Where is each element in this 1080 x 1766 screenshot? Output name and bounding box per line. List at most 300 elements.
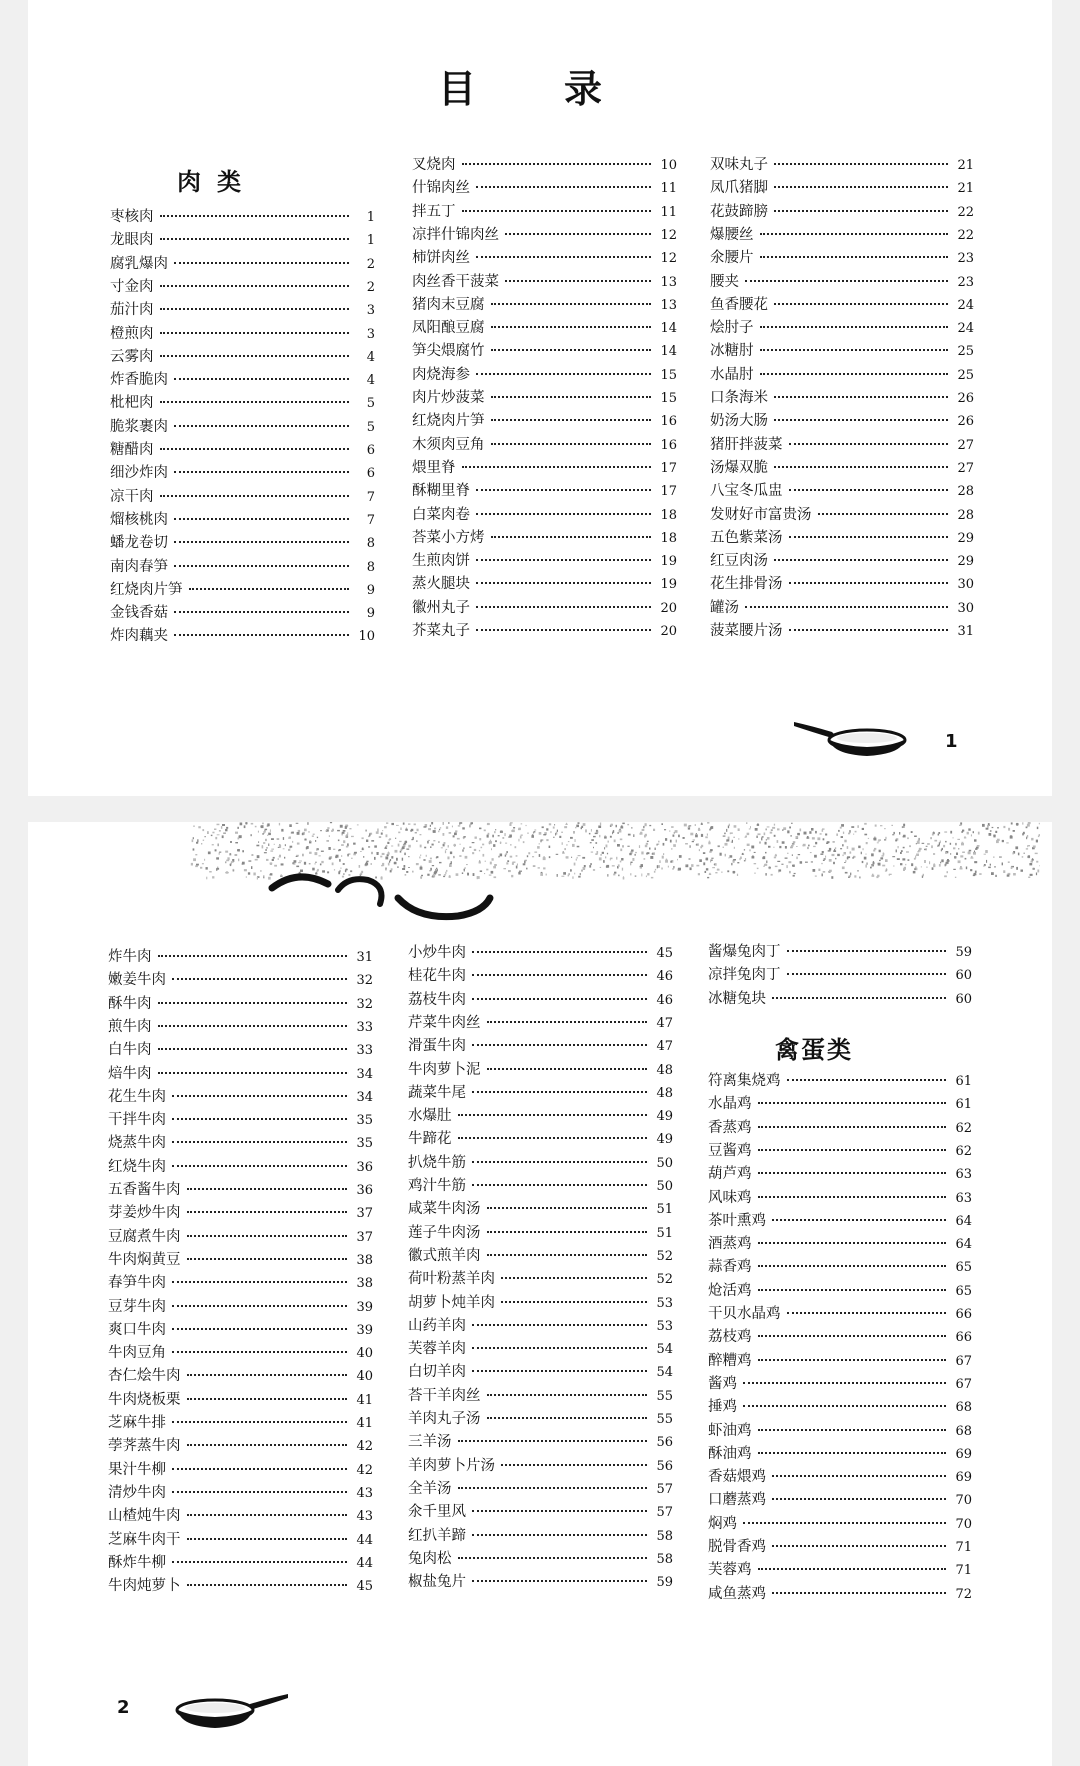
noise-speck	[481, 847, 483, 849]
noise-speck	[749, 828, 751, 829]
noise-speck	[968, 851, 970, 853]
noise-speck	[938, 832, 940, 834]
noise-speck	[733, 871, 735, 874]
noise-speck	[829, 848, 831, 851]
dot-leader	[758, 1429, 947, 1431]
noise-speck	[411, 839, 413, 840]
noise-speck	[787, 853, 788, 854]
toc-entry-page: 1	[366, 210, 375, 225]
toc-entry-page: 39	[356, 1299, 373, 1315]
noise-speck	[493, 844, 495, 847]
noise-speck	[593, 869, 595, 871]
noise-speck	[955, 877, 956, 878]
noise-speck	[861, 852, 862, 855]
noise-speck	[398, 844, 400, 847]
toc-entry-page: 39	[356, 1322, 373, 1338]
noise-speck	[738, 838, 739, 839]
noise-speck	[701, 834, 703, 837]
noise-speck	[1013, 873, 1016, 876]
toc-entry-page: 14	[660, 321, 677, 337]
noise-speck	[822, 851, 824, 853]
toc-entry-title: 豆腐煮牛肉	[108, 1228, 181, 1245]
noise-speck	[725, 843, 728, 846]
dot-leader	[160, 308, 350, 310]
noise-speck	[724, 833, 726, 835]
dot-leader	[743, 1382, 946, 1384]
noise-speck	[340, 825, 343, 828]
noise-speck	[988, 867, 991, 869]
noise-speck	[908, 837, 909, 839]
noise-speck	[906, 851, 909, 852]
noise-speck	[1036, 861, 1038, 863]
noise-speck	[879, 850, 881, 853]
toc-entry-title: 徽式煎羊肉	[408, 1247, 481, 1264]
toc-entry	[412, 226, 677, 245]
noise-speck	[603, 860, 605, 863]
toc-entry	[408, 1061, 673, 1080]
toc-entry-title: 酥油鸡	[708, 1445, 752, 1462]
toc-entry	[710, 622, 974, 641]
noise-speck	[368, 846, 370, 847]
noise-speck	[841, 824, 844, 827]
noise-speck	[347, 832, 348, 835]
noise-speck	[211, 835, 213, 836]
noise-speck	[479, 838, 481, 840]
noise-speck	[381, 833, 383, 835]
toc-entry-title: 花生排骨汤	[710, 576, 783, 593]
noise-speck	[309, 852, 312, 854]
noise-speck	[543, 856, 545, 858]
noise-speck	[793, 875, 795, 877]
toc-entry	[412, 506, 677, 525]
toc-entry-page: 55	[656, 1412, 673, 1427]
dot-leader	[472, 1347, 647, 1349]
noise-speck	[959, 825, 962, 826]
noise-speck	[677, 859, 678, 860]
noise-speck	[771, 830, 773, 831]
noise-speck	[739, 858, 740, 860]
dot-leader	[491, 396, 652, 398]
noise-speck	[813, 846, 816, 847]
toc-entry-page: 6	[366, 443, 375, 458]
dot-leader	[172, 1421, 347, 1423]
noise-speck	[663, 843, 665, 846]
noise-speck	[1027, 845, 1028, 847]
noise-speck	[723, 847, 724, 848]
noise-speck	[387, 853, 389, 855]
noise-speck	[666, 859, 667, 862]
dot-leader	[472, 1091, 647, 1093]
dot-leader	[758, 1289, 947, 1291]
noise-speck	[326, 830, 327, 831]
noise-speck	[897, 858, 900, 860]
noise-speck	[864, 834, 867, 836]
noise-speck	[508, 870, 511, 872]
noise-speck	[455, 830, 457, 832]
noise-speck	[690, 867, 692, 870]
noise-speck	[382, 853, 385, 855]
noise-speck	[916, 843, 917, 844]
toc-entry-title: 水晶鸡	[708, 1096, 752, 1113]
noise-speck	[379, 837, 381, 838]
dot-leader	[187, 1584, 348, 1586]
noise-speck	[215, 849, 217, 851]
noise-speck	[701, 823, 702, 825]
noise-speck	[304, 829, 307, 832]
noise-speck	[516, 855, 518, 857]
noise-speck	[645, 823, 647, 826]
toc-entry	[108, 1437, 373, 1456]
toc-entry-page: 29	[957, 554, 974, 570]
noise-speck	[600, 823, 601, 826]
noise-speck	[1037, 870, 1039, 873]
toc-entry-title: 脱骨香鸡	[708, 1539, 766, 1555]
toc-entry	[708, 943, 972, 962]
noise-speck	[939, 842, 940, 845]
noise-speck	[665, 838, 667, 841]
noise-speck	[319, 855, 321, 856]
dot-leader	[760, 373, 949, 375]
toc-entry-page: 11	[660, 204, 677, 220]
noise-speck	[947, 860, 950, 862]
toc-entry	[110, 441, 375, 460]
toc-entry	[110, 488, 375, 507]
toc-entry-title: 茄汁肉	[110, 302, 154, 319]
noise-speck	[659, 860, 660, 863]
toc-entry	[412, 179, 677, 198]
noise-speck	[647, 841, 649, 842]
toc-entry	[408, 1363, 673, 1382]
toc-entry	[708, 1305, 972, 1324]
noise-speck	[420, 834, 422, 835]
noise-speck	[924, 860, 926, 863]
toc-entry	[708, 1352, 972, 1371]
noise-speck	[1015, 846, 1018, 849]
noise-speck	[1035, 853, 1038, 854]
noise-speck	[257, 855, 260, 858]
noise-speck	[823, 860, 825, 861]
noise-speck	[641, 852, 643, 855]
noise-speck	[221, 826, 222, 829]
toc-entry-title: 牛肉焖黄豆	[108, 1251, 181, 1268]
noise-speck	[712, 867, 715, 868]
noise-speck	[607, 853, 608, 855]
noise-speck	[484, 830, 486, 832]
toc-entry	[108, 1391, 373, 1410]
noise-speck	[263, 843, 265, 844]
toc-entry	[108, 1531, 373, 1550]
toc-entry	[708, 1445, 972, 1464]
toc-entry	[708, 1398, 972, 1417]
noise-speck	[916, 854, 919, 857]
noise-speck	[549, 856, 551, 858]
noise-speck	[500, 830, 502, 831]
toc-entry	[110, 278, 375, 297]
dot-leader	[172, 1141, 347, 1143]
noise-speck	[777, 840, 779, 843]
noise-speck	[568, 841, 570, 842]
noise-speck	[764, 833, 766, 836]
dot-leader	[472, 1184, 647, 1186]
noise-speck	[1011, 867, 1013, 869]
toc-entry	[408, 1387, 673, 1406]
dot-leader	[462, 466, 652, 468]
noise-speck	[782, 841, 785, 844]
noise-speck	[235, 854, 238, 855]
toc-entry-title: 羊肉萝卜片汤	[408, 1457, 495, 1474]
toc-entry-title: 熘核桃肉	[110, 511, 168, 528]
toc-entry	[708, 1235, 972, 1254]
noise-speck	[926, 846, 928, 847]
noise-speck	[519, 871, 522, 872]
toc-entry	[710, 506, 974, 525]
toc-entry-title: 酱鸡	[708, 1375, 737, 1392]
noise-speck	[578, 876, 580, 878]
noise-speck	[554, 824, 555, 825]
dot-leader	[172, 1305, 347, 1307]
toc-entry-title: 清炒牛肉	[108, 1484, 166, 1501]
noise-speck	[995, 831, 997, 833]
toc-entry	[110, 627, 375, 646]
dot-leader	[160, 448, 350, 450]
toc-entry-title: 氽千里风	[408, 1504, 466, 1521]
noise-speck	[695, 824, 696, 826]
noise-speck	[307, 822, 308, 825]
noise-speck	[866, 842, 868, 844]
toc-entry-title: 什锦肉丝	[412, 180, 470, 197]
noise-speck	[462, 827, 465, 829]
noise-speck	[858, 846, 860, 849]
toc-entry	[412, 156, 677, 175]
noise-speck	[932, 867, 934, 870]
noise-speck	[267, 823, 269, 826]
dot-leader	[476, 606, 651, 608]
noise-speck	[605, 856, 606, 858]
toc-entry	[408, 1480, 673, 1499]
noise-speck	[386, 822, 388, 824]
toc-entry-page: 65	[955, 1260, 972, 1276]
toc-entry-page: 10	[358, 629, 375, 645]
noise-speck	[526, 868, 527, 870]
noise-speck	[271, 838, 274, 840]
noise-speck	[1037, 827, 1039, 829]
noise-speck	[766, 829, 767, 831]
toc-entry-page: 13	[660, 297, 677, 313]
noise-speck	[790, 835, 792, 836]
noise-speck	[825, 856, 826, 858]
noise-speck	[1032, 859, 1034, 861]
noise-speck	[620, 849, 622, 852]
noise-speck	[623, 877, 625, 880]
noise-speck	[746, 822, 747, 823]
noise-speck	[491, 848, 492, 850]
noise-speck	[472, 842, 475, 843]
dot-leader	[758, 1149, 947, 1151]
noise-speck	[610, 836, 612, 838]
noise-speck	[728, 826, 729, 829]
toc-entry	[708, 1375, 972, 1394]
toc-entry-page: 21	[957, 158, 974, 173]
noise-speck	[600, 867, 601, 868]
dot-leader	[476, 513, 651, 515]
toc-entry-title: 嫩姜牛肉	[108, 972, 166, 989]
noise-speck	[840, 827, 842, 829]
noise-speck	[265, 829, 268, 831]
noise-speck	[636, 852, 637, 853]
noise-speck	[543, 834, 546, 835]
toc-entry-page: 28	[957, 484, 974, 500]
toc-entry-title: 醉糟鸡	[708, 1352, 752, 1369]
noise-speck	[777, 861, 780, 862]
toc-entry-page: 32	[356, 996, 373, 1012]
noise-speck	[1008, 861, 1010, 863]
noise-speck	[599, 857, 602, 860]
dot-leader	[174, 471, 349, 473]
toc-entry-page: 52	[656, 1248, 673, 1264]
noise-speck	[950, 843, 951, 845]
noise-speck	[195, 865, 198, 867]
noise-speck	[768, 867, 771, 868]
noise-speck	[578, 822, 580, 824]
noise-speck	[618, 875, 619, 877]
dot-leader	[758, 1242, 947, 1244]
noise-speck	[1021, 870, 1024, 872]
toc-entry-title: 冰糖肘	[710, 343, 754, 360]
toc-entry-page: 53	[656, 1318, 673, 1334]
noise-speck	[962, 852, 965, 854]
noise-speck	[347, 854, 349, 856]
noise-speck	[575, 827, 576, 828]
noise-speck	[506, 862, 508, 864]
toc-entry-page: 33	[356, 1043, 373, 1059]
toc-entry-page: 35	[356, 1113, 373, 1129]
noise-speck	[524, 861, 526, 864]
noise-speck	[880, 857, 883, 859]
noise-speck	[902, 826, 905, 827]
noise-speck	[424, 826, 427, 828]
noise-speck	[652, 853, 654, 854]
noise-speck	[353, 843, 356, 845]
noise-speck	[527, 855, 528, 857]
toc-entry-title: 腐乳爆肉	[110, 255, 168, 272]
noise-speck	[655, 869, 656, 871]
toc-entry	[108, 948, 373, 967]
noise-speck	[1024, 853, 1025, 854]
noise-speck	[668, 866, 669, 868]
dot-leader	[789, 443, 949, 445]
noise-speck	[546, 828, 548, 830]
noise-speck	[895, 840, 897, 842]
dot-leader	[174, 518, 349, 520]
toc-entry-title: 花鼓蹄膀	[710, 203, 768, 220]
toc-entry-title: 煨里脊	[412, 459, 456, 476]
noise-speck	[382, 830, 383, 831]
noise-speck	[534, 852, 537, 853]
toc-entry	[710, 296, 974, 315]
dot-leader	[491, 303, 652, 305]
dot-leader	[160, 401, 350, 403]
noise-speck	[992, 827, 994, 828]
noise-speck	[391, 846, 393, 847]
noise-speck	[395, 838, 396, 839]
noise-speck	[498, 835, 500, 836]
toc-entry-title: 干拌牛肉	[108, 1112, 166, 1129]
noise-speck	[781, 864, 783, 865]
dot-leader	[472, 1510, 647, 1512]
noise-speck	[979, 873, 981, 875]
toc-entry	[412, 599, 677, 618]
noise-speck	[542, 826, 544, 828]
noise-speck	[507, 860, 509, 862]
noise-speck	[903, 824, 905, 826]
toc-entry	[408, 1154, 673, 1173]
noise-speck	[986, 860, 987, 863]
noise-speck	[283, 848, 285, 849]
noise-speck	[965, 858, 967, 860]
noise-speck	[720, 853, 722, 856]
noise-speck	[268, 844, 269, 847]
noise-speck	[453, 835, 455, 837]
noise-speck	[206, 867, 208, 870]
toc-entry-title: 罐汤	[710, 599, 739, 616]
noise-speck	[406, 849, 409, 850]
noise-speck	[285, 844, 286, 846]
noise-speck	[469, 847, 471, 848]
toc-entry-title: 叉烧肉	[412, 157, 456, 173]
dot-leader	[487, 1021, 648, 1023]
noise-speck	[737, 874, 738, 876]
noise-speck	[690, 833, 693, 836]
toc-entry	[110, 231, 375, 250]
noise-speck	[446, 849, 448, 850]
noise-speck	[500, 854, 503, 857]
toc-entry-page: 17	[660, 484, 677, 500]
toc-entry-title: 五香酱牛肉	[108, 1182, 181, 1198]
noise-speck	[267, 835, 268, 836]
toc-entry	[412, 203, 677, 222]
dot-leader	[174, 634, 349, 636]
noise-speck	[607, 874, 608, 877]
noise-speck	[610, 858, 612, 860]
noise-speck	[767, 837, 770, 840]
noise-speck	[950, 831, 952, 834]
toc-entry-page: 66	[955, 1330, 972, 1346]
noise-speck	[191, 863, 193, 866]
toc-entry-page: 44	[356, 1532, 373, 1548]
noise-speck	[847, 846, 849, 849]
noise-speck	[787, 830, 789, 833]
toc-entry	[412, 273, 677, 292]
noise-speck	[754, 863, 757, 864]
noise-speck	[244, 869, 247, 871]
toc-entry-page: 72	[955, 1586, 972, 1602]
noise-speck	[670, 840, 672, 843]
noise-speck	[649, 848, 651, 850]
dot-leader	[172, 1165, 347, 1167]
noise-speck	[878, 839, 881, 840]
noise-speck	[957, 839, 960, 840]
toc-entry-title: 山药羊肉	[408, 1317, 466, 1334]
noise-speck	[404, 853, 406, 856]
noise-speck	[922, 843, 925, 844]
noise-speck	[471, 822, 474, 824]
toc-entry-page: 70	[955, 1516, 972, 1532]
noise-speck	[984, 854, 986, 855]
toc-entry-page: 16	[660, 437, 677, 453]
noise-speck	[923, 874, 924, 877]
noise-speck	[789, 871, 791, 873]
noise-speck	[911, 831, 913, 833]
